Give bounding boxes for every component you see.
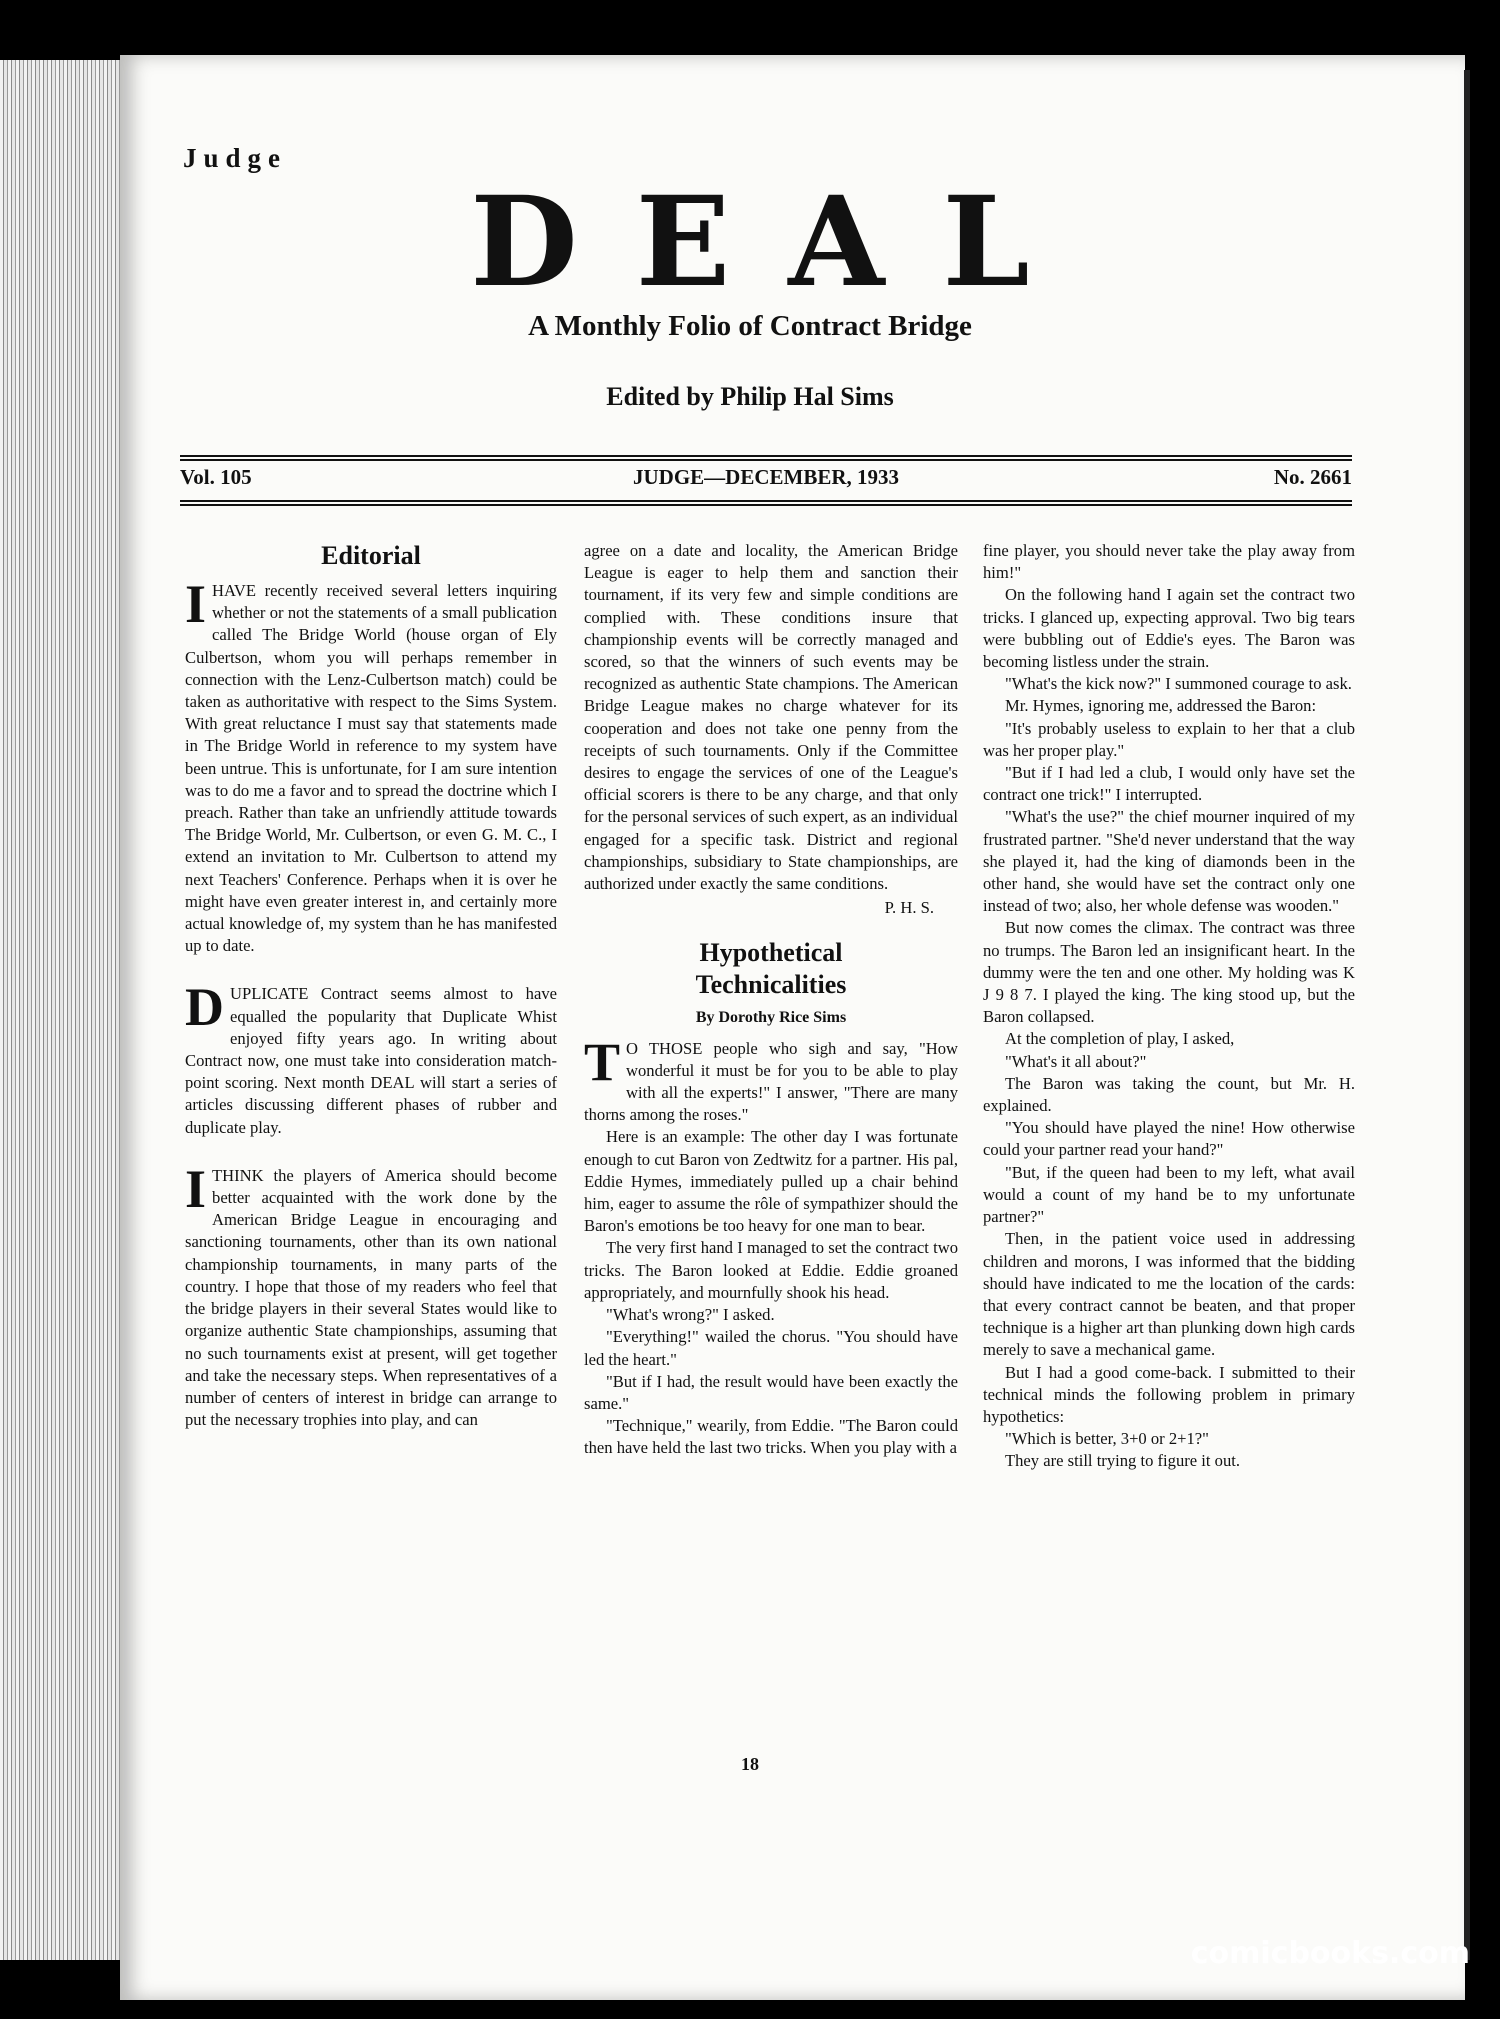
- column-2: [584, 540, 958, 1460]
- article-paragraph: On the following hand I again set the contract two tricks. I glanced up, expecting approval. Two big tears were bubbling out of Eddie's eyes. The Baron was becoming listless under the strain.: [983, 585, 1355, 672]
- top-rule-thin: [180, 459, 1352, 461]
- article-paragraph: "But if I had led a club, I would only have set the contract one trick!" I interrupted.: [983, 763, 1355, 805]
- drop-cap: I: [185, 1158, 207, 1219]
- article-paragraph: "Which is better, 3+0 or 2+1?": [1005, 1429, 1209, 1449]
- article-paragraph: "What's it all about?": [1005, 1051, 1147, 1071]
- article-heading-line: Technicalities: [695, 970, 847, 1000]
- book-page-edges: [0, 60, 140, 1960]
- drop-cap: I: [185, 574, 207, 634]
- drop-cap: D: [185, 977, 224, 1038]
- editorial-paragraph: agree on a date and locality, the American Bridge League is eager to help them and sanction their tournament, if its very few and simple conditions are complied with. These conditions insure that championship events will be correctly managed and scored, so that the winners of such events may be recognized as authentic State champions. The American Bridge League makes no charge whatever for its cooperation and does not take one penny from the receipts of such tournaments. Only if the Committee desires to engage the services of one of the League's official scorers is there to be any charge, and that only for the personal services of such expert, as an individual engaged for a specific task. District and regional championships, subsidiary to State championships, are authorized under exactly the same conditions.: [584, 541, 958, 894]
- paragraph-text: UPLICATE Contract seems almost to have equalled the popularity that Duplicate Whist enjoyed fifty years ago. In writing about Contract now, one must take into consideration match-point scoring. Next month DEAL will start a series of articles discussing different phases of rubber and duplicate play.: [185, 984, 557, 1137]
- article-paragraph: The very first hand I managed to set the contract two tricks. The Baron looked at Eddie. Eddie groaned appropriately, and mournfully shook his head.: [584, 1238, 958, 1302]
- article-paragraph: "But, if the queen had been to my left, what avail would a count of my hand be to my unfortunate partner?": [983, 1162, 1355, 1227]
- book-spine-edge: [1464, 70, 1470, 1960]
- article-paragraph: At the completion of play, I asked,: [1005, 1029, 1235, 1049]
- drop-cap: T: [584, 1031, 621, 1092]
- article-paragraph: "What's wrong?" I asked.: [606, 1305, 775, 1325]
- column-3: [983, 540, 1355, 1473]
- article-paragraph: "It's probably useless to explain to her that a club was her proper play.": [983, 718, 1355, 760]
- article-paragraph: But now comes the climax. The contract was three no trumps. The Baron led an insignificant heart. In the dummy were the ten and one other. My holding was K J 9 8 7. I played the king. The king stood up, but the Baron collapsed.: [983, 918, 1355, 1027]
- bottom-rule: [180, 500, 1352, 502]
- editorial-paragraph: [185, 977, 557, 1138]
- paragraph-text: HAVE recently received several letters inquiring whether or not the statements of a small publication called The Bridge World (house organ of Ely Culbertson, whom you will perhaps remember in connection with the Lenz-Culbertson match) could be taken as authoritative with respect to the Sims System. With great reluctance I must say that statements made in The Bridge World in reference to my system have been untrue. This is unfortunate, for I am sure intention was to do me a favor and to spread the doctrine which I preach. Rather than take an unfriendly attitude towards The Bridge World, Mr. Culbertson, or even G. M. C., I extend an invitation to Mr. Culbertson to attend my next Teachers' Conference. Perhaps when it is over he might have even greater interest in, and certainly more actual knowledge of, my system than he has manifested up to date.: [185, 581, 557, 956]
- bottom-rule-thin: [180, 504, 1352, 506]
- article-paragraph: "Everything!" wailed the chorus. "You should have led the heart.": [584, 1327, 958, 1369]
- article-paragraph: "What's the kick now?" I summoned courage to ask.: [1005, 674, 1352, 694]
- article-paragraph: [584, 1031, 958, 1127]
- article-paragraph: Mr. Hymes, ignoring me, addressed the Baron:: [1005, 696, 1317, 716]
- watermark: comicbooks.com: [1190, 1936, 1470, 1971]
- masthead-subtitle: A Monthly Folio of Contract Bridge: [528, 310, 972, 342]
- article-paragraph: fine player, you should never take the play away from him!": [983, 541, 1355, 583]
- article-paragraph: "What's the use?" the chief mourner inquired of my frustrated partner. "She'd never understand that the way she played it, had the king of diamonds been in the other hand, she would have set the contract only one instead of two; also, her whole defense was wooden.": [983, 807, 1355, 916]
- article-paragraph: They are still trying to figure it out.: [1005, 1451, 1241, 1471]
- article-heading: [584, 937, 958, 1001]
- issue-date: JUDGE—DECEMBER, 1933: [632, 465, 900, 489]
- article-paragraph: Here is an example: The other day I was fortunate enough to cut Baron von Zedtwitz for a partner. His pal, Eddie Hymes, immediately pulled up a chair behind him, eager to assume the rôle of sympathizer should the Baron's emotions be too heavy for one man to bear.: [584, 1127, 958, 1236]
- editorial-paragraph: [185, 1158, 557, 1431]
- editor-credit: Edited by Philip Hal Sims: [606, 382, 894, 411]
- page-number: 18: [741, 1754, 759, 1774]
- top-rule: [180, 455, 1352, 457]
- article-byline: By Dorothy Rice Sims: [695, 1009, 847, 1027]
- article-paragraph: The Baron was taking the count, but Mr. H. explained.: [983, 1073, 1355, 1116]
- editorial-heading: Editorial: [321, 541, 421, 570]
- editorial-paragraph: [185, 574, 557, 957]
- article-paragraph: But I had a good come-back. I submitted to their technical minds the following problem in primary hypothetics:: [983, 1362, 1355, 1426]
- volume-number: Vol. 105: [180, 465, 252, 489]
- article-paragraph: Then, in the patient voice used in addressing children and morons, I was informed that the bidding should have indicated to me the location of the cards: that every contract cannot be beaten, and that proper technique is a higher art than plunking down high cards merely to save a mechanical game.: [983, 1229, 1355, 1360]
- editorial-signature: P. H. S.: [884, 898, 934, 918]
- paragraph-text: O THOSE people who sigh and say, "How wonderful it must be for you to be able to play with all the experts!" I answer, "There are many thorns among the roses.": [584, 1038, 958, 1125]
- paragraph-text: THINK the players of America should become better acquainted with the work done by the American Bridge League in encouraging and sanctioning tournaments, other than its own national championship tournaments, in many parts of the country. I hope that those of my readers who feel that the bridge players in their several States would like to organize authentic State championships, assuming that no such tournaments exist at present, will get together and take the necessary steps. When representatives of a number of centers of interest in bridge can arrange to put the necessary trophies into play, and can: [185, 1165, 557, 1430]
- kicker: Judge: [183, 143, 288, 173]
- masthead-title: DEAL: [470, 170, 1088, 315]
- article-paragraph: "You should have played the nine! How otherwise could your partner read your hand?": [983, 1118, 1355, 1160]
- issue-number: No. 2661: [1273, 465, 1352, 489]
- article-heading-line: Hypothetical: [699, 938, 843, 968]
- column-1: [185, 540, 557, 1431]
- issue-line: [180, 465, 1352, 497]
- article-paragraph: "But if I had, the result would have been exactly the same.": [584, 1371, 958, 1413]
- article-paragraph: "Technique," wearily, from Eddie. "The Baron could then have held the last two tricks. When you play with a: [584, 1416, 958, 1458]
